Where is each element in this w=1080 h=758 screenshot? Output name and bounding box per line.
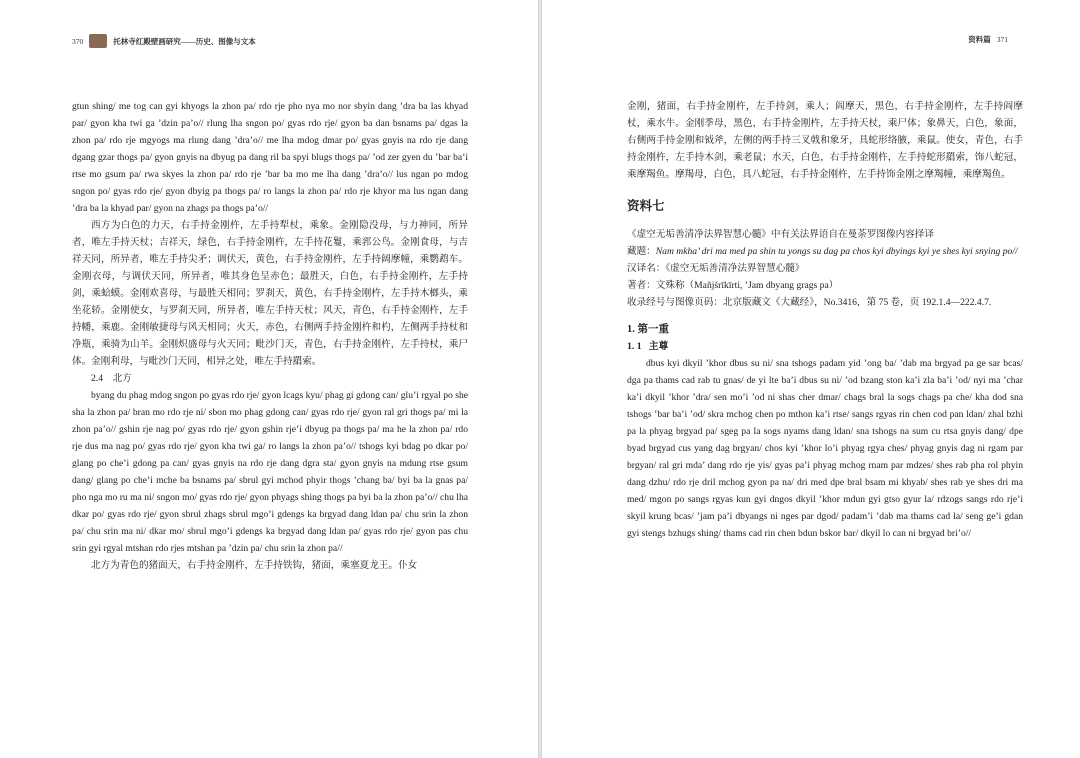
- right-page: [542, 0, 1080, 758]
- author-line: [627, 277, 1023, 294]
- tibetan-paragraph: dbus kyi dkyil ’khor dbus su ni/ sna tshogs padam yid ’ong ba/ ’dab ma brgyad pa ge sar bcas/ dga pa thams cad rab tu gnas/ de yi lte ba’i dbus su ni/ ’od bzang ston ka’i zla ba’i ’od/ nyi ma ’char ka’i dkyil ’khor ’dra/ sen mo’i ’od ni shas cher dmar/ chags bral la sogs chags pa che/ kha dod sna tshogs ’bar ba’i ’od/ skra mchog chen po mthon ka’i rtse/ sangs rgyas rin chen cod pan ldan/ zhal bzhi pa la phyag brgyad pa/ sgeg pa la sogs nyams dang ldan/ sna tshogs na sum cu rtsa gnyis dang/ dpe byad brgyad cus yang dag brgyan/ chos kyi ’khor lo’i phyag rgya ches/ phyag gnyis dag ni rgam par brgyan/ ral gri mda’ dang rdo rje yis/ gyas pa’i phyag mchog rnam par mdzes/ shes rab pha rol phyin dang dzhu/ rdo rje dril mchog gyon pa na/ dri med dpe bral bsam mi khyab/ shes rab ye shes dri ma med/ mgon po sangs rgyas kun gyi dngos dkyil ’khor mdun gyi gtso gyur la/ rdzogs sangs rdo rje’i skyil krung bcas/ ’jam pa’i dbyangs ni nges par dgod/ padam’i ’dab ma thams cad la/ seng ge’i gdan gyi stengs bzhugs shing/ thams cad rin chen bdun bskor bar/ dkyil lo can ni brgyad bri’o//: [627, 358, 1023, 539]
- heading-text: 主尊: [648, 341, 669, 352]
- chinese-title-label: 汉译名：: [627, 263, 666, 274]
- author-label: 著者：: [627, 280, 656, 291]
- left-page: [0, 0, 538, 758]
- left-page-number: 370: [72, 36, 84, 46]
- tibetan-paragraph: byang du phag mdog sngon po gyas rdo rje/ gyon lcags kyu/ phag gi gdong can/ glu’i rgyal po she sha la zhon pa/ bran mo rdo rje ni/ sbon mo phag gdong can/ gyas rdo rje/ gyon ral gri thogs pa/ mi la zhon pa’o// gshin rje nag po/ gyas rdo rje/ gyon gshin rje’i dbyug pa thogs pa/ ma he la zhon pa/ rdo rje dus ma nag po/ gyas rdo rje/ gyon kha twi ga/ ro langs la zhon pa’o// tshogs kyi bdag po dkar po/ glang po che’i gdong pa can/ gyas gnyis na rdo rje dang dgra sta/ gyon gnyis na mdung rtse gsum dang/ glang po che’i mche ba bsnams pa/ sbrul gyi mchod phyir thogs ’chang ba/ byi ba la gnas pa/ pho nga mo ru ma ni/ sngon mo/ gyas rdo rje/ gyon phyags shing thogs pa byi ba la zhon pa’o// chu lha dkar po/ gyas rdo rje/ gyon sbrul zhags sbrul mgo’i gdengs ka brgyad dang ldan pa/ chu srin la zhon pa/ chu srin ma ni/ dkar mo/ sbrul mgo’i gdengs ka brgyad dang ldan pa/ gyas rdo rje/ gyon pas chu srin gyi rgyal mtshan rdo rjes mtshan pa ’dzin pa/ chu srin la zhon pa//: [72, 390, 468, 554]
- catalog-info: 收录经号与图像页码：北京版藏文《大藏经》，No.3416，第 75 卷，页 192.1.4—222.4.7.: [627, 297, 992, 308]
- section-title: 资料七: [627, 199, 665, 213]
- work-title: 《虚空无垢善清净法界智慧心髓》中有关法界语自在曼荼罗图像内容择译: [627, 229, 934, 240]
- right-running-header: [968, 34, 1008, 45]
- left-running-header: [72, 34, 256, 48]
- tibetan-title-line: [627, 243, 1023, 260]
- chinese-paragraph: 北方为青色的猪面天，右手持金刚杵，左手持铁钩，猪面，乘塞夏龙王。仆女: [91, 560, 418, 571]
- chinese-title: 《虚空无垢善清净法界智慧心髓》: [665, 263, 805, 274]
- section-name: 资料篇: [968, 35, 991, 44]
- chinese-paragraph: 金刚，猪面，右手持金刚杵，左手持剑，乘人；阎摩天，黑色，右手持金刚杵，左手持阎摩杖，乘水牛。金刚季母，黑色，右手持金刚杵，左手持天杖，乘尸体；象鼻天，白色，象面，右侧两手持金刚和钺斧，左侧的两手持三叉戟和象牙，具蛇形络腋，乘鼠。使女，青色，右手持金刚杵，左手持木剑，乘老鼠；水天，白色，右手持金刚杵，左手持蛇形羂索，饰八蛇冠，乘摩羯鱼。摩羯母，白色，具八蛇冠，右手持金刚杵，左手持饰金刚之摩羯幢，乘摩羯鱼。: [627, 101, 1023, 180]
- source-metadata: [627, 226, 1023, 311]
- heading-number: 1. 1: [627, 341, 642, 352]
- tibetan-title-label: 藏题：: [627, 246, 656, 257]
- heading-level-1: 1. 第一重: [627, 324, 669, 335]
- subsection-heading: 2.4 北方: [91, 373, 132, 384]
- right-page-body: [627, 98, 1023, 542]
- tibetan-paragraph: gtun shing/ me tog can gyi khyogs la zhon pa/ rdo rje pho nya mo nor sbyin dang ’dra ba las khyad par/ gyon kha twi ga ’dzin pa’o// rlung lha sngon po/ gyas rdo rje/ gyon ba dan bsnams pa/ dgas la zhon pa/ rdo rje mgyogs ma rlung dang ’dra’o// me lha mdog dmar po/ gyas gnyis na rdo rje dang dgang gzar thogs pa/ gyon gnyis na dbyug pa dang ril ba spyi blugs thogs pa/ ’od zer gyen du ’bar ba’i rtse mo gsum pa/ rwa skyes la zhon pa/ rdo rje ’bar ba mo me lha dang ’dra’o// lus ngan po mdog sngon po/ gyas rdo rje/ gyon dbyig pa thogs pa/ ro langs la zhon pa/ rdo rje khyor ma lus ngan dang ’dra ba la khyad par/ gyon na zhags pa thogs pa’o//: [72, 101, 468, 214]
- book-logo-icon: [89, 34, 107, 48]
- tibetan-title: Nam mkha’ dri ma med pa shin tu yongs su dag pa chos kyi dbyings kyi ye shes kyi snying po//: [655, 246, 1018, 257]
- author: 文殊称（Mañjśrīkīrti, ’Jam dbyang grags pa）: [655, 280, 839, 291]
- chinese-paragraph: 西方为白色的力天，右手持金刚杵，左手持犁杖，乘象。金刚隐没母，与力神同，所异者，唯左手持天杖；吉祥天，绿色，右手持金刚杵，左手持花鬘，乘郛公鸟。金刚食母，与吉祥天同，所异者，唯左手持尖矛；调伏天，黄色，右手持金刚杵，左手持阔摩幢，乘鹦鹉车。金刚衣母，与调伏天同，所异者，唯其身色呈赤色；最胜天，白色，右手持金刚杵，左手持剑，乘蛤蟆。金刚欢喜母，与最胜天相同；罗刹天，黄色，右手持金刚杵，左手持木榔头，乘坐花轿。金刚使女，与罗刹天同，所异者，唯左手持天杖；风天，青色，右手持金刚杵，左手持幡，乘鹿。金刚敏捷母与风天相同；火天，赤色，右侧两手持金刚杵和杓，左侧两手持杖和净瓶，乘骑为山羊。金刚炽盛母与火天同；毗沙门天，青色，右手持金刚杵，左手持杖，乘尸体。金刚利母，与毗沙门天同，相异之处，唯左手持羂索。: [72, 220, 468, 367]
- heading-level-2: [627, 338, 1023, 355]
- right-page-number: 371: [996, 35, 1008, 44]
- book-title: 托林寺红殿壁画研究——历史、图像与文本: [113, 36, 256, 46]
- left-page-body: [72, 98, 468, 574]
- chinese-title-line: [627, 260, 1023, 277]
